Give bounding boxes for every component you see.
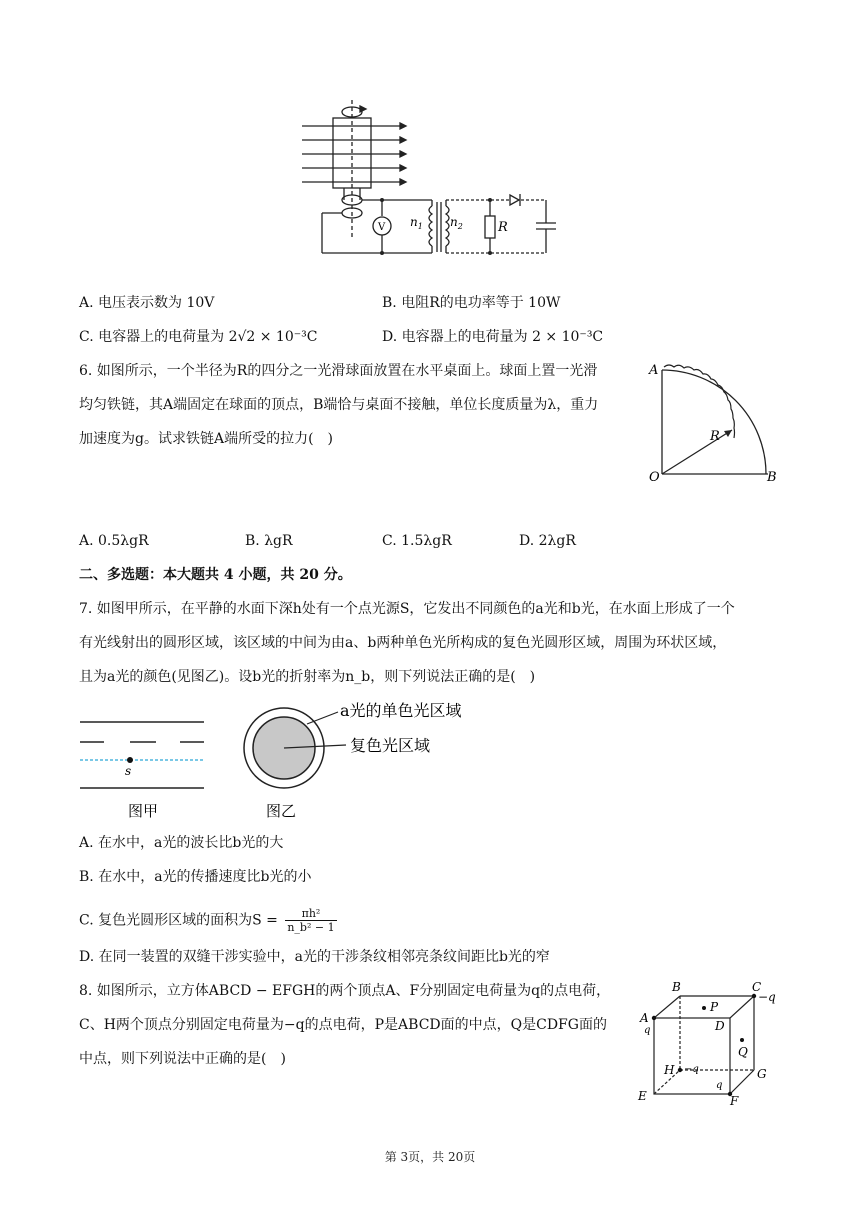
q7-stem-line-1: 7. 如图甲所示，在平静的水面下深h处有一个点光源S，它发出不同颜色的a光和b光，在水面上形成了一个 — [79, 601, 735, 617]
resistor-label: R — [498, 220, 508, 235]
vertex-h-label: H — [664, 1063, 675, 1077]
vertex-g-label: G — [757, 1067, 767, 1081]
q5-option-d: D. 电容器上的电荷量为 2 × 10⁻³C — [382, 329, 604, 345]
q6-option-d: D. 2λgR — [519, 533, 576, 549]
core-region-label: 复色光区域 — [350, 736, 431, 755]
q7-stem-line-2: 有光线射出的圆形区域，该区域的中间为由a、b两种单色光所构成的复色光圆形区域，周围为环状区域， — [79, 635, 727, 651]
q6-stem-line-1: 6. 如图所示，一个半径为R的四分之一光滑球面放置在水平桌面上。球面上置一光滑 — [79, 363, 598, 379]
vertex-b-label: B — [672, 980, 681, 994]
point-b-label: B — [767, 470, 777, 485]
q5-option-b: B. 电阻R的电功率等于 10W — [382, 295, 561, 311]
charge-h-label: −q — [684, 1064, 699, 1075]
point-a-label: A — [649, 363, 659, 378]
voltmeter-label: V — [378, 222, 386, 233]
q6-stem-line-2: 均匀铁链，其A端固定在球面的顶点，B端恰与桌面不接触，单位长度质量为λ，重力 — [79, 397, 599, 413]
q8-stem-line-3: 中点，则下列说法中正确的是( ) — [79, 1051, 286, 1067]
q6-stem-line-3: 加速度为g。试求铁链A端所受的拉力( ) — [79, 431, 333, 447]
radius-label: R — [710, 429, 720, 444]
q7-option-d: D. 在同一装置的双缝干涉实验中，a光的干涉条纹相邻亮条纹间距比b光的窄 — [79, 949, 550, 965]
q7-option-a: A. 在水中，a光的波长比b光的大 — [79, 835, 284, 851]
vertex-d-label: D — [715, 1019, 725, 1033]
n2-label: $n_2$ — [450, 215, 463, 231]
q6-option-c: C. 1.5λgR — [382, 533, 452, 549]
vertex-f-label: F — [730, 1094, 739, 1108]
q6-option-a: A. 0.5λgR — [79, 533, 149, 549]
q7-option-c-prefix: C. 复色光圆形区域的面积为S = — [79, 912, 278, 929]
water-light-source-figure — [76, 700, 496, 830]
figure-yi-caption: 图乙 — [266, 802, 297, 820]
n1-label: $n_1$ — [410, 215, 423, 231]
q5-option-c: C. 电容器上的电荷量为 2√2 × 10⁻³C — [79, 329, 318, 345]
ring-region-label: a光的单色光区域 — [340, 701, 462, 720]
q8-stem-line-2: C、H两个顶点分别固定电荷量为−q的点电荷，P是ABCD面的中点，Q是CDFG面的 — [79, 1017, 607, 1033]
fraction-denominator: n_b² − 1 — [287, 921, 335, 934]
vertex-e-label: E — [638, 1089, 647, 1103]
vertex-a-label: A — [640, 1011, 649, 1025]
cube-charges-figure — [632, 978, 792, 1108]
charge-c-label: −q — [758, 990, 776, 1004]
point-q-label: Q — [738, 1045, 748, 1059]
quarter-sphere-chain-figure — [646, 360, 786, 485]
q8-stem-line-1: 8. 如图所示，立方体ABCD − EFGH的两个顶点A、F分别固定电荷量为q的点电荷， — [79, 983, 611, 999]
source-s-label: s — [125, 764, 132, 778]
charge-a-label: q — [644, 1025, 651, 1036]
figure-jia-caption: 图甲 — [128, 802, 159, 820]
q7-option-c — [79, 907, 337, 934]
section-heading-multiple-choice: 二、多选题：本大题共 4 小题，共 20 分。 — [79, 567, 352, 583]
generator-transformer-circuit-figure — [300, 98, 570, 258]
page-footer: 第 3页，共 20页 — [384, 1150, 476, 1164]
q5-option-a: A. 电压表示数为 10V — [79, 295, 215, 311]
charge-f-label: q — [716, 1080, 723, 1091]
vertex-c-label: C — [752, 980, 762, 994]
q6-option-b: B. λgR — [245, 533, 293, 549]
fraction-numerator: πh² — [285, 907, 336, 921]
point-p-label: P — [710, 1000, 719, 1014]
q7-stem-line-3: 且为a光的颜色(见图乙)。设b光的折射率为n_b，则下列说法正确的是( ) — [79, 669, 536, 685]
area-fraction — [285, 907, 336, 934]
point-o-label: O — [649, 470, 660, 485]
q7-option-b: B. 在水中，a光的传播速度比b光的小 — [79, 869, 312, 885]
